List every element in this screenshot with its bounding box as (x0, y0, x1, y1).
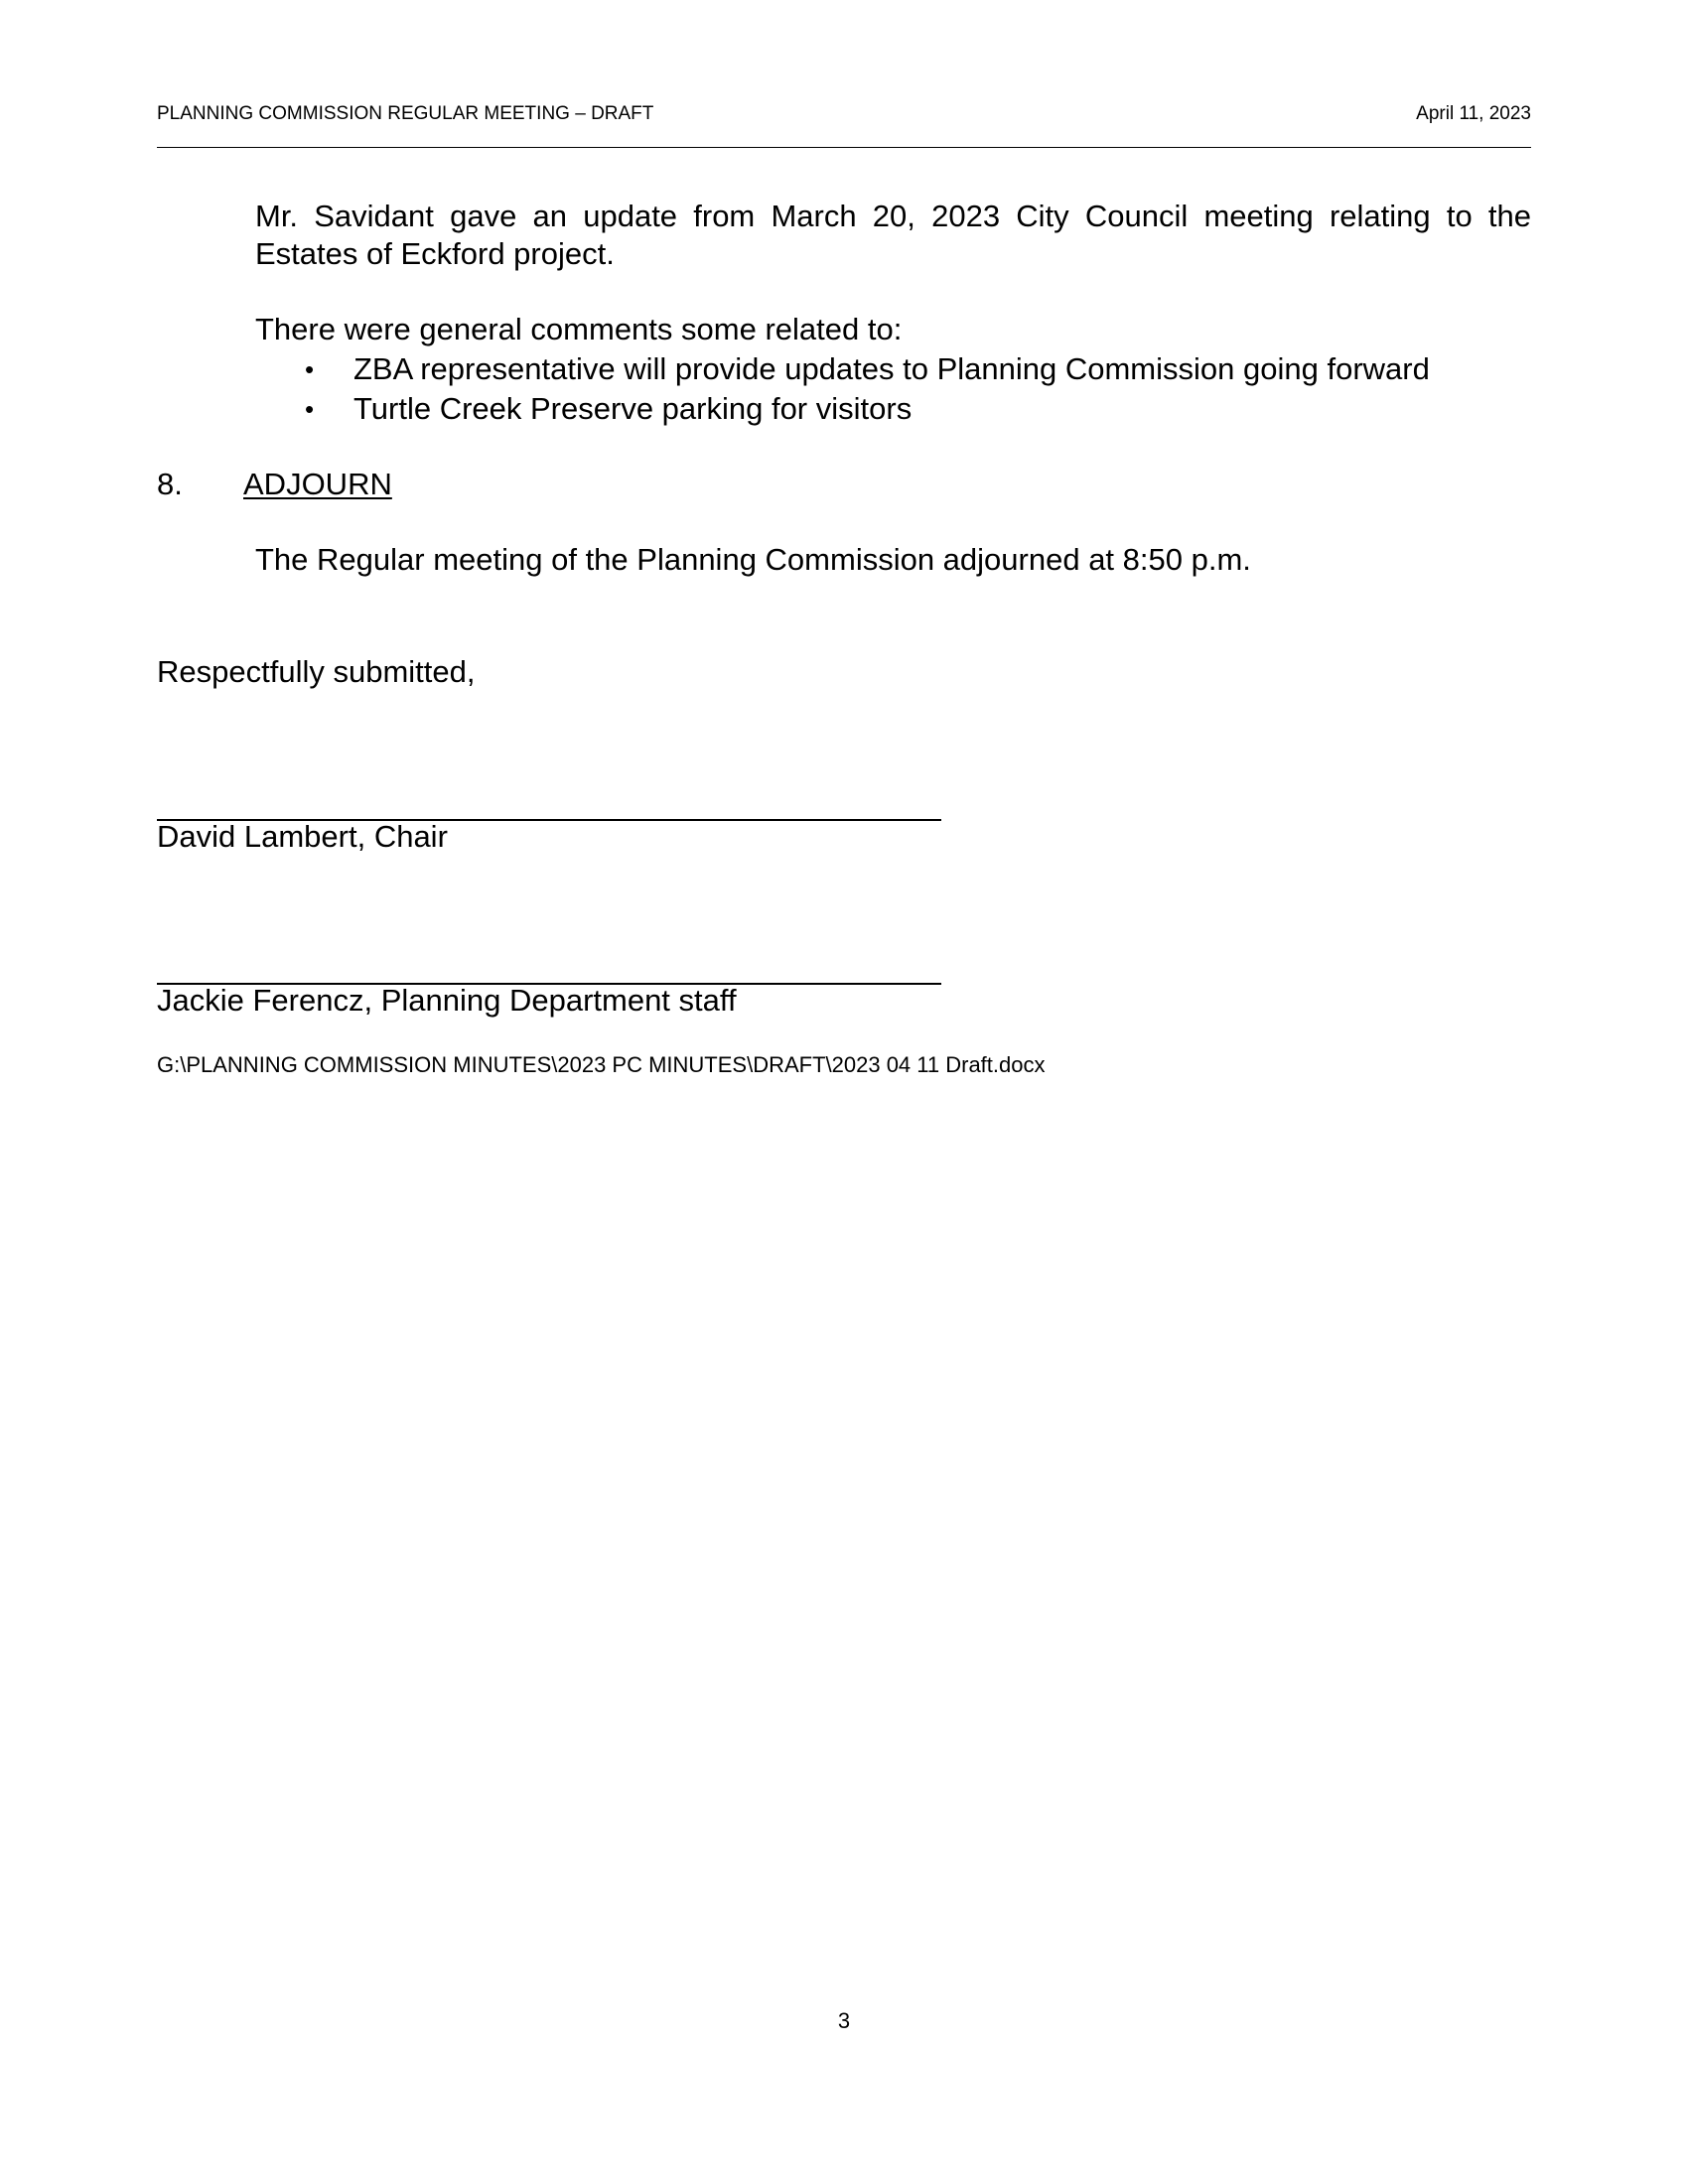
bullet-icon: • (305, 354, 315, 384)
header-title: PLANNING COMMISSION REGULAR MEETING – DRAFT (157, 103, 654, 124)
page-number: 3 (837, 2008, 851, 2033)
list-item (305, 350, 1536, 390)
list-item-text: ZBA representative will provide updates to Planning Commission going forward (353, 351, 1430, 386)
closing-line: Respectfully submitted, (157, 654, 476, 689)
list-item-text: Turtle Creek Preserve parking for visitors (353, 391, 913, 426)
section-number: 8. (157, 467, 183, 501)
comments-list (305, 350, 1536, 430)
adjourn-paragraph: The Regular meeting of the Planning Commission adjourned at 8:50 p.m. (255, 542, 1251, 577)
header-divider (157, 147, 1531, 148)
signatory-name: David Lambert, Chair (157, 819, 448, 854)
signatory-name: Jackie Ferencz, Planning Department staff (157, 983, 737, 1018)
file-path: G:\PLANNING COMMISSION MINUTES\2023 PC MINUTES\DRAFT\2023 04 11 Draft.docx (157, 1052, 1046, 1077)
comments-intro: There were general comments some related to: (255, 312, 903, 346)
list-item (305, 390, 1536, 430)
section-title: ADJOURN (243, 467, 392, 501)
update-paragraph: Mr. Savidant gave an update from March 20, 2023 City Council meeting relating to the Estates of Eckford project. (255, 199, 1531, 271)
header-date: April 11, 2023 (1416, 103, 1531, 124)
bullet-icon: • (305, 394, 315, 424)
